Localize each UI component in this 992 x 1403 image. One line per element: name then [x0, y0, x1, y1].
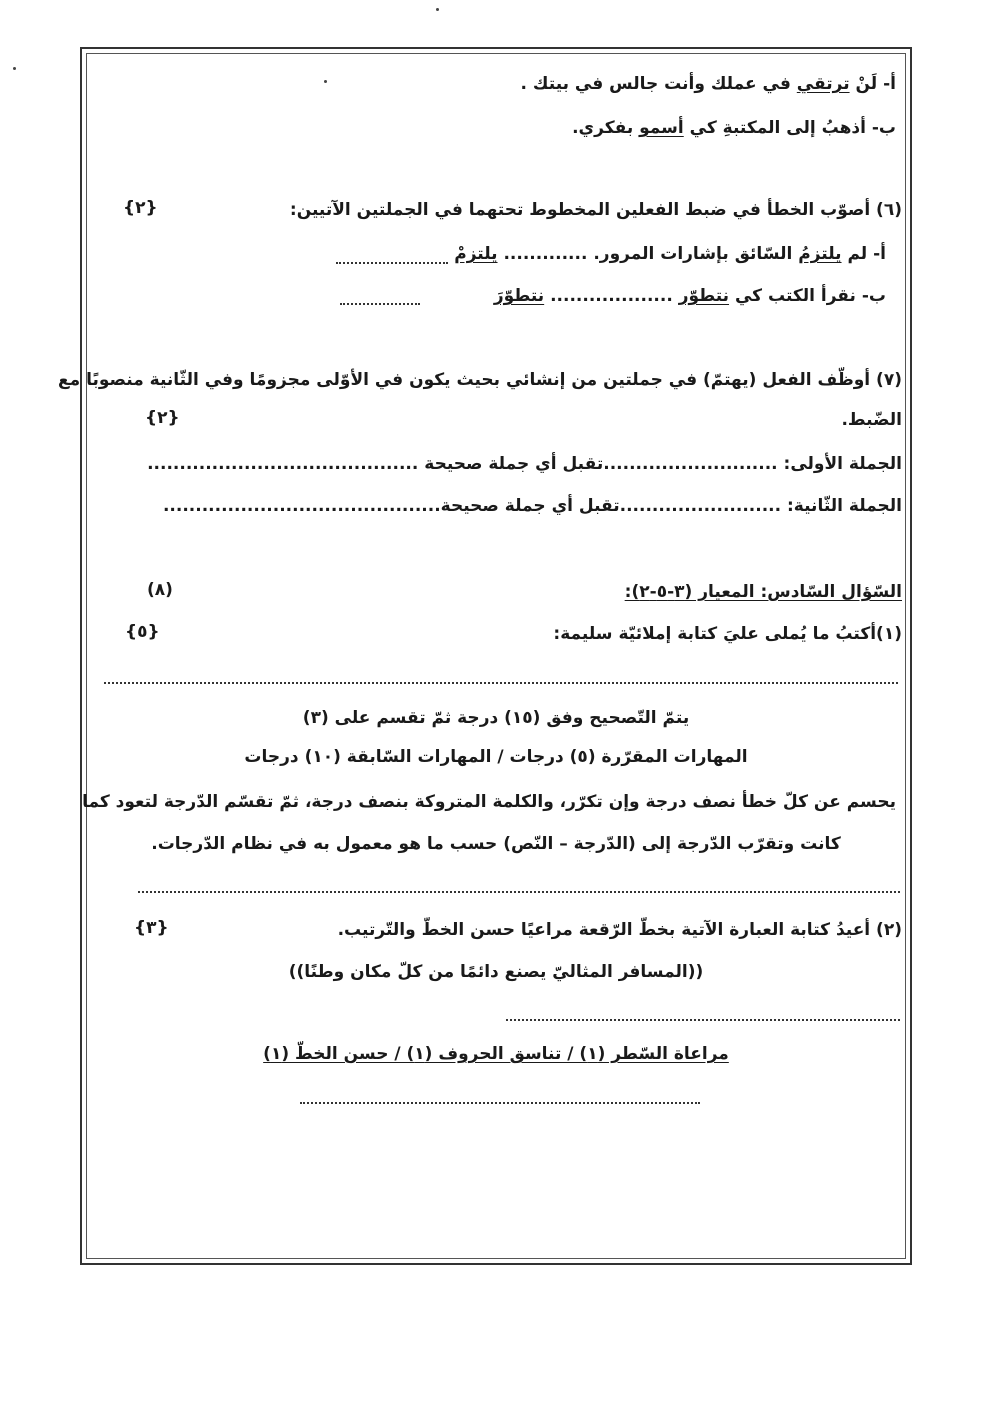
q5-a-post: في عملك وأنت جالس في بيتك . — [520, 74, 791, 94]
q5-b-label: ب- — [871, 118, 896, 138]
q5-b-pre: أذهبُ إلى المكتبةِ كي — [689, 118, 866, 138]
q5-b-post: بفكري. — [572, 118, 634, 138]
handwriting-criteria: مراعاة السّطر (١) / تناسق الحروف (١) / حسن الخطّ (١) — [263, 1044, 729, 1064]
q7-s2-answer: تقبل أي جملة صحيحة — [440, 496, 620, 516]
q6-item-a — [454, 242, 886, 266]
grading-dotted-line — [138, 891, 900, 893]
q5-a-underlined-verb: ترتقي — [796, 74, 850, 94]
dictation-dotted-line — [104, 682, 898, 684]
q6-prompt: (٦) أصوّب الخطأ في ضبط الفعلين المخطوط تحتهما في الجملتين الآتيين: — [289, 200, 902, 220]
grading-note-2: المهارات المقرّرة (٥) درجات / المهارات السّابقة (١٠) درجات — [244, 747, 748, 767]
q6-a-underlined-verb: يلتزمُ — [798, 244, 842, 264]
q6-b-dotted-line — [340, 303, 420, 305]
scan-speck — [13, 67, 16, 70]
q6-b-underlined-verb: نتطوّر — [678, 286, 730, 306]
page-border-inner — [86, 53, 906, 1259]
grading-note-3: يحسم عن كلّ خطأ نصف درجة وإن تكرّر، والكلمة المتروكة بنصف درجة، ثمّ تقسّم الدّرجة لتعود كما — [82, 792, 896, 812]
scan-speck — [324, 80, 327, 83]
q5-b-underlined-verb: أسمو — [639, 118, 684, 138]
q7-sentence-1 — [147, 452, 902, 476]
q7-s1-label: الجملة الأولى: ........................... — [603, 454, 902, 474]
q6-b-answer: نتطوّرَ — [493, 286, 545, 306]
q6-b-post: ................... — [550, 286, 673, 306]
q6-a-dotted-line — [336, 262, 448, 264]
q6-a-answer: يلتزمْ — [454, 244, 498, 264]
q6-a-post: السّائق بإشارات المرور. ............. — [503, 244, 793, 264]
q5-a-label: أ- — [883, 74, 896, 94]
q7-sentence-2 — [163, 494, 902, 518]
q5-item-b — [572, 116, 896, 140]
q7-s1-answer: تقبل أي جملة صحيحة — [424, 454, 604, 474]
section-six-marks: (٨) — [147, 580, 173, 600]
q6-a-pre: لم — [847, 244, 868, 264]
handwriting-marks: {٣} — [134, 918, 169, 938]
q6-b-label: ب- — [861, 286, 886, 306]
final-dotted-line — [300, 1102, 700, 1104]
q7-s1-dots: .......................................... — [147, 454, 419, 474]
dictation-prompt: (١)أكتبُ ما يُملى عليَ كتابة إملائيّة سليمة: — [553, 624, 902, 644]
q5-item-a — [521, 72, 896, 96]
q7-prompt-cont: الضّبط. — [841, 410, 902, 430]
scan-speck — [436, 8, 439, 11]
q5-a-pre: لَنْ — [855, 74, 878, 94]
q6-a-label: أ- — [873, 244, 886, 264]
handwriting-dotted-line — [506, 1019, 900, 1021]
q6-marks: {٢} — [123, 198, 158, 218]
section-six-title: السّؤال السّادس: المعيار (٣-٥-٢): — [624, 582, 902, 602]
handwriting-prompt: (٢) أعيدُ كتابة العبارة الآتية بخطّ الرّقعة مراعيًا حسن الخطّ والتّرتيب. — [337, 920, 902, 940]
grading-note-1: يتمّ التّصحيح وفق (١٥) درجة ثمّ تقسم على (٣) — [302, 708, 690, 728]
q6-item-b — [494, 284, 886, 308]
q6-b-pre: نقرأ الكتب كي — [734, 286, 856, 306]
q7-s2-label: الجملة الثّانية: ......................... — [619, 496, 902, 516]
q7-s2-dots: ........................................... — [162, 496, 441, 516]
grading-note-4: كانت وتقرّب الدّرجة إلى (الدّرجة – النّص) حسب ما هو معمول به في نظام الدّرجات. — [151, 834, 841, 854]
q7-prompt: (٧) أوظّف الفعل (يهتمّ) في جملتين من إنشائي بحيث يكون في الأوّلى مجزومًا وفي الثّانية منصوبًا مع — [58, 370, 902, 390]
q7-marks: {٢} — [145, 408, 180, 428]
handwriting-quote: ((المسافر المثاليّ يصنع دائمًا من كلّ مكان وطنًا)) — [288, 962, 704, 982]
dictation-marks: {٥} — [125, 622, 160, 642]
